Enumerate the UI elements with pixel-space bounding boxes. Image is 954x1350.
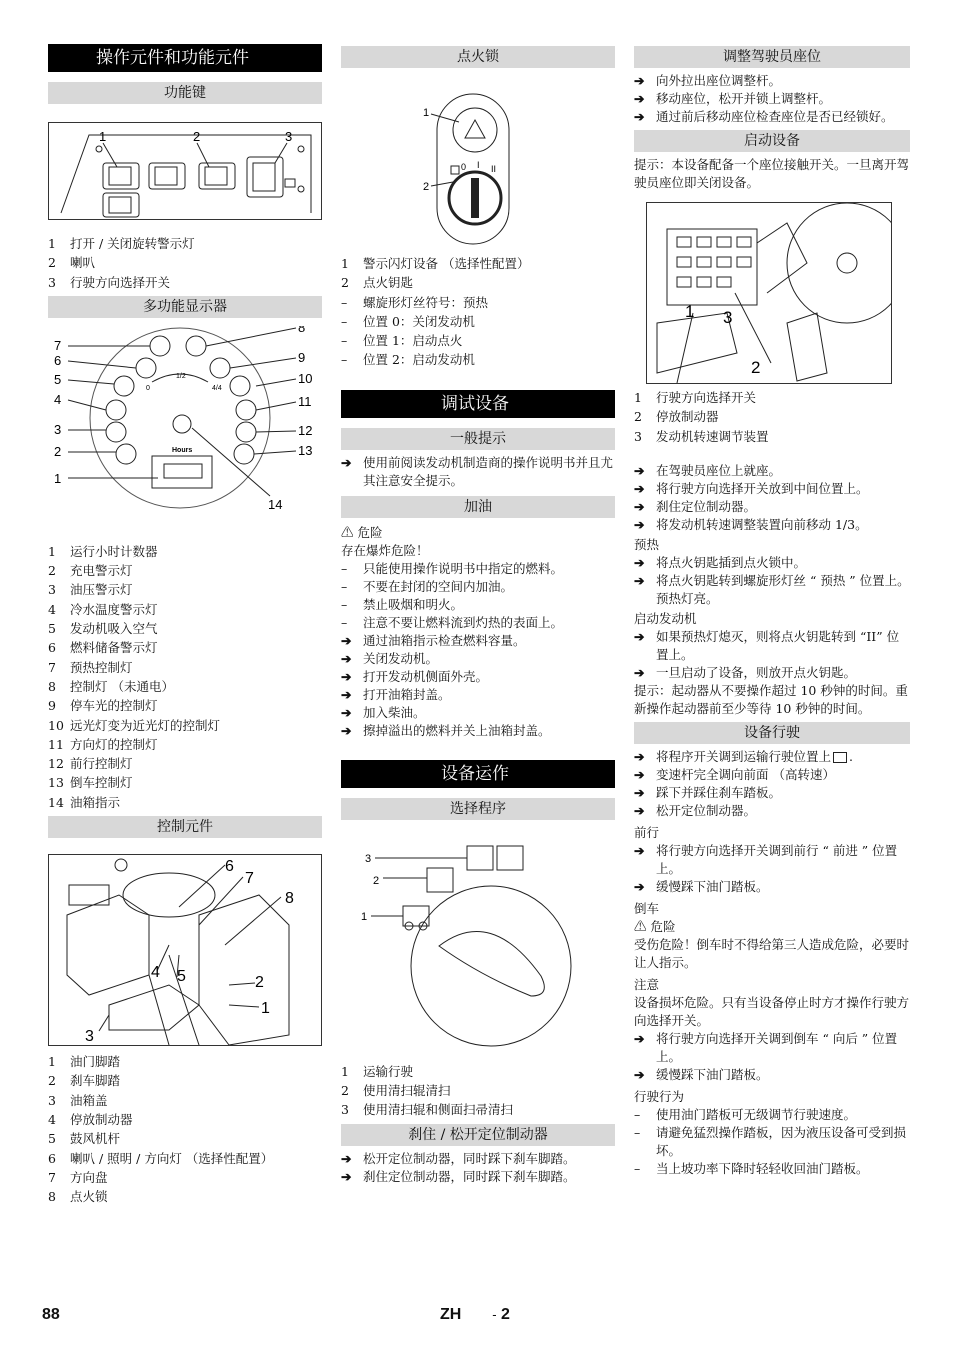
ctrl-callout-1: 1 <box>261 1000 270 1018</box>
main-title: 操作元件和功能元件 <box>48 44 322 72</box>
seat-heading: 调整驾驶员座位 <box>634 46 910 68</box>
list-item: 3 行驶方向选择开关 <box>48 274 171 290</box>
engine-note: 提示：起动器从不要操作超过 10 秒钟的时间。重新操作起动器前至少等待 10 秒钟的时间。 <box>634 682 908 716</box>
engine-label: 启动发动机 <box>634 610 697 626</box>
switch-mark-2: II <box>491 164 497 174</box>
multifunction-display-figure <box>48 326 322 536</box>
list-item: ➔ 在驾驶员座位上就座。 <box>634 462 782 478</box>
list-item: 3 油箱盖 <box>48 1092 108 1108</box>
list-item: 1 运输行驶 <box>341 1063 414 1079</box>
list-item: 14 油箱指示 <box>48 794 121 810</box>
list-item: 11 方向灯的控制灯 <box>48 736 158 752</box>
list-item: ➔ 通过前后移动座位检查座位是否已经锁好。 <box>634 109 894 124</box>
list-item: ➔ 打开油箱封盖。 <box>341 686 451 702</box>
commissioning-title: 调试设备 <box>341 390 615 418</box>
general-heading: 一般提示 <box>341 428 615 450</box>
list-item: 12 前行控制灯 <box>48 756 133 772</box>
display-callout-12: 12 <box>298 422 313 438</box>
list-item: ➔ 变速杆完全调向前面 （高转速） <box>634 766 835 782</box>
list-item: – 螺旋形灯丝符号：预热 <box>341 294 489 310</box>
display-callout-6: 6 <box>54 352 62 368</box>
gauge-empty: 0 <box>146 384 150 392</box>
refuel-heading: 加油 <box>341 496 615 518</box>
list-item: ➔ 刹住定位制动器。 <box>634 498 757 514</box>
forward-label: 前行 <box>634 824 660 840</box>
warning-icon: ⚠ <box>341 524 354 540</box>
list-item: ➔ 松开定位制动器。 <box>634 802 757 818</box>
switch-mark-0: 0 <box>461 162 467 172</box>
start-figure <box>646 202 892 384</box>
list-item: ➔ 将点火钥匙插到点火锁中。 <box>634 554 807 570</box>
list-item: ➔ 一旦启动了设备，则放开点火钥匙。 <box>634 664 857 680</box>
list-item: 7 方向盘 <box>48 1169 108 1185</box>
list-item: 2 喇叭 <box>48 255 96 271</box>
display-callout-5: 5 <box>54 371 62 387</box>
warning-icon: ⚠ <box>634 918 647 934</box>
list-item: ➔ 缓慢踩下油门踏板。 <box>634 1066 769 1082</box>
ign-callout-2: 2 <box>423 181 430 193</box>
page-footer-lang: ZH - 2 <box>440 1306 510 1323</box>
reverse-label: 倒车 <box>634 900 660 916</box>
list-item: ➔ 缓慢踩下油门踏板。 <box>634 878 769 894</box>
list-item: 3 油压警示灯 <box>48 582 133 598</box>
reverse-danger-label: ⚠ 危险 <box>634 918 676 934</box>
gauge-full: 4/4 <box>212 384 222 392</box>
start-note: 提示：本设备配备一个座位接触开关。一旦离开驾驶员座位即关闭设备。 <box>634 157 910 190</box>
ctrl-callout-4: 4 <box>151 964 160 982</box>
list-item: 10 远光灯变为近光灯的控制灯 <box>48 717 221 733</box>
ctrl-callout-3: 3 <box>85 1028 94 1046</box>
gauge-half: 1/2 <box>176 372 186 380</box>
display-callout-3: 3 <box>54 421 62 437</box>
controls-list <box>48 1052 322 1206</box>
list-item: – 使用油门踏板可无级调节行驶速度。 <box>634 1106 857 1122</box>
list-item: 6 燃料储备警示灯 <box>48 640 158 656</box>
ign-callout-1: 1 <box>423 107 430 119</box>
display-callout-14: 14 <box>268 496 283 512</box>
list-item: 2 刹车脚踏 <box>48 1073 121 1089</box>
transport-icon <box>833 752 847 763</box>
reverse-danger-text: 受伤危险！倒车时不得给第三人造成危险，必要时让人指示。 <box>634 936 910 970</box>
prog-callout-3: 3 <box>365 852 372 865</box>
display-callout-11: 11 <box>298 393 312 409</box>
list-item: 2 使用清扫辊清扫 <box>341 1083 451 1099</box>
caution-text: 设备损坏危险。只有当设备停止时方才操作行驶方向选择开关。 <box>634 994 910 1028</box>
fk-callout-1: 1 <box>99 129 107 144</box>
drive-heading: 设备行驶 <box>634 722 910 744</box>
program-heading: 选择程序 <box>341 798 615 820</box>
prog-callout-1: 1 <box>361 910 368 923</box>
display-callout-8: 8 <box>298 325 306 335</box>
controls-figure <box>48 854 322 1046</box>
function-keys-figure <box>48 122 322 220</box>
start-callout-3: 3 <box>723 308 733 327</box>
function-keys-list <box>48 234 322 292</box>
list-item: – 禁止吸烟和明火。 <box>341 596 464 612</box>
list-item: – 不要在封闭的空间内加油。 <box>341 578 514 594</box>
list-item: ➔ 将发动机转速调整装置向前移动 1/3。 <box>634 516 868 532</box>
function-keys-heading: 功能键 <box>48 82 322 104</box>
start-list <box>634 388 910 446</box>
program-figure <box>341 826 615 1056</box>
caution-label: 注意 <box>634 976 660 992</box>
list-item: – 位置 2：启动发动机 <box>341 352 475 368</box>
list-item: ➔ 关闭发动机。 <box>341 650 439 666</box>
ctrl-callout-5: 5 <box>177 968 186 986</box>
display-callout-10: 10 <box>298 370 313 386</box>
list-item: 1 警示闪灯设备 （选择性配置） <box>341 256 530 271</box>
list-item: 4 冷水温度警示灯 <box>48 601 158 617</box>
list-item: – 位置 1：启动点火 <box>341 333 463 349</box>
list-item: 2 停放制动器 <box>634 409 719 425</box>
list-item: 13 倒车控制灯 <box>48 775 133 791</box>
display-callout-1: 1 <box>54 470 62 486</box>
list-item: ➔ 使用前阅读发动机制造商的操作说明书并且尤其注意安全提示。 <box>341 454 614 488</box>
list-item: ➔ 加入柴油。 <box>341 704 426 720</box>
column-3 <box>634 44 910 1178</box>
display-callout-2: 2 <box>54 443 62 459</box>
list-item: 6 喇叭 / 照明 / 方向灯 （选择性配置） <box>48 1150 274 1166</box>
ignition-heading: 点火锁 <box>341 46 615 68</box>
list-item: ➔ 移动座位，松开并锁上调整杆。 <box>634 91 832 106</box>
list-item: 8 点火锁 <box>48 1189 108 1205</box>
list-item: ➔ 刹住定位制动器，同时踩下刹车脚踏。 <box>341 1168 576 1184</box>
list-item: ➔ 踩下并踩住刹车踏板。 <box>634 784 782 800</box>
display-heading: 多功能显示器 <box>48 296 322 318</box>
display-callout-9: 9 <box>298 349 306 365</box>
program-list <box>341 1062 615 1120</box>
list-item: 2 点火钥匙 <box>341 275 414 291</box>
list-item: ➔ 将程序开关调到运输行驶位置上 . <box>634 748 853 764</box>
list-item: 8 控制灯 （未通电） <box>48 678 174 694</box>
fk-callout-3: 3 <box>285 129 293 144</box>
operation-title: 设备运作 <box>341 760 615 788</box>
ignition-list <box>341 254 615 370</box>
fk-callout-2: 2 <box>193 129 201 144</box>
ctrl-callout-8: 8 <box>285 890 294 908</box>
list-item: 9 停车光的控制灯 <box>48 698 158 714</box>
list-item: 3 发动机转速调节装置 <box>634 428 769 444</box>
list-item: – 注意不要让燃料流到灼热的表面上。 <box>341 614 564 630</box>
list-item: ➔ 松开定位制动器，同时踩下刹车脚踏。 <box>341 1150 576 1166</box>
list-item: – 请避免猛烈操作踏板，因为液压设备可受到损坏。 <box>634 1124 907 1158</box>
list-item: ➔ 向外拉出座位调整杆。 <box>634 73 782 88</box>
display-callout-4: 4 <box>54 391 62 407</box>
list-item: ➔ 打开发动机侧面外壳。 <box>341 668 489 684</box>
controls-heading: 控制元件 <box>48 816 322 838</box>
list-item: 2 充电警示灯 <box>48 563 133 579</box>
list-item: 7 预热控制灯 <box>48 659 133 675</box>
page-number: 88 <box>42 1306 60 1323</box>
list-item: 5 鼓风机杆 <box>48 1131 121 1147</box>
list-item: 1 行驶方向选择开关 <box>634 390 757 405</box>
list-item: ➔ 通过油箱指示检查燃料容量。 <box>341 632 526 648</box>
list-item: 4 停放制动器 <box>48 1111 133 1127</box>
list-item: – 位置 0：关闭发动机 <box>341 313 475 329</box>
list-item: 1 运行小时计数器 <box>48 543 158 559</box>
list-item: 5 发动机吸入空气 <box>48 621 158 637</box>
list-item: ➔ 将点火钥匙转到螺旋形灯丝 “ 预热 ” 位置上。 <box>634 572 910 588</box>
behavior-label: 行驶行为 <box>634 1088 685 1104</box>
list-item: ➔ 将行驶方向选择开关调到倒车 “ 向后 ” 位置上。 <box>634 1030 898 1064</box>
ignition-figure <box>341 74 615 246</box>
start-callout-1: 1 <box>685 302 695 321</box>
list-item: ➔ 如果预热灯熄灭，则将点火钥匙转到 “II” 位置上。 <box>634 628 900 662</box>
ctrl-callout-2: 2 <box>255 974 264 992</box>
list-item: 1 油门脚踏 <box>48 1054 121 1070</box>
column-1 <box>48 44 322 1206</box>
list-item: ➔ 将行驶方向选择开关调到前行 “ 前进 ” 位置上。 <box>634 842 898 876</box>
refuel-danger-label: ⚠ 危险 <box>341 524 383 540</box>
brake-heading: 刹住 / 松开定位制动器 <box>341 1124 615 1146</box>
preheat-result: 预热灯亮。 <box>656 590 719 606</box>
list-item: 1 打开 / 关闭旋转警示灯 <box>48 236 195 251</box>
ctrl-callout-7: 7 <box>245 870 254 888</box>
display-callout-13: 13 <box>298 442 313 458</box>
refuel-danger-text: 存在爆炸危险！ <box>341 542 429 558</box>
preheat-label: 预热 <box>634 536 660 552</box>
switch-mark-1: I <box>477 160 480 170</box>
ctrl-callout-6: 6 <box>225 858 234 876</box>
start-heading: 启动设备 <box>634 130 910 152</box>
display-list <box>48 542 322 812</box>
display-callout-7: 7 <box>54 337 62 353</box>
list-item: ➔ 擦掉溢出的燃料并关上油箱封盖。 <box>341 722 551 738</box>
column-2 <box>341 44 615 1186</box>
list-item: 3 使用清扫辊和侧面扫帚清扫 <box>341 1102 514 1118</box>
prog-callout-2: 2 <box>373 874 380 887</box>
list-item: – 当上坡功率下降时轻轻收回油门踏板。 <box>634 1160 869 1176</box>
list-item: – 只能使用操作说明书中指定的燃料。 <box>341 560 564 576</box>
start-callout-2: 2 <box>751 358 761 377</box>
list-item: ➔ 将行驶方向选择开关放到中间位置上。 <box>634 480 869 496</box>
hours-label: Hours <box>172 446 193 454</box>
